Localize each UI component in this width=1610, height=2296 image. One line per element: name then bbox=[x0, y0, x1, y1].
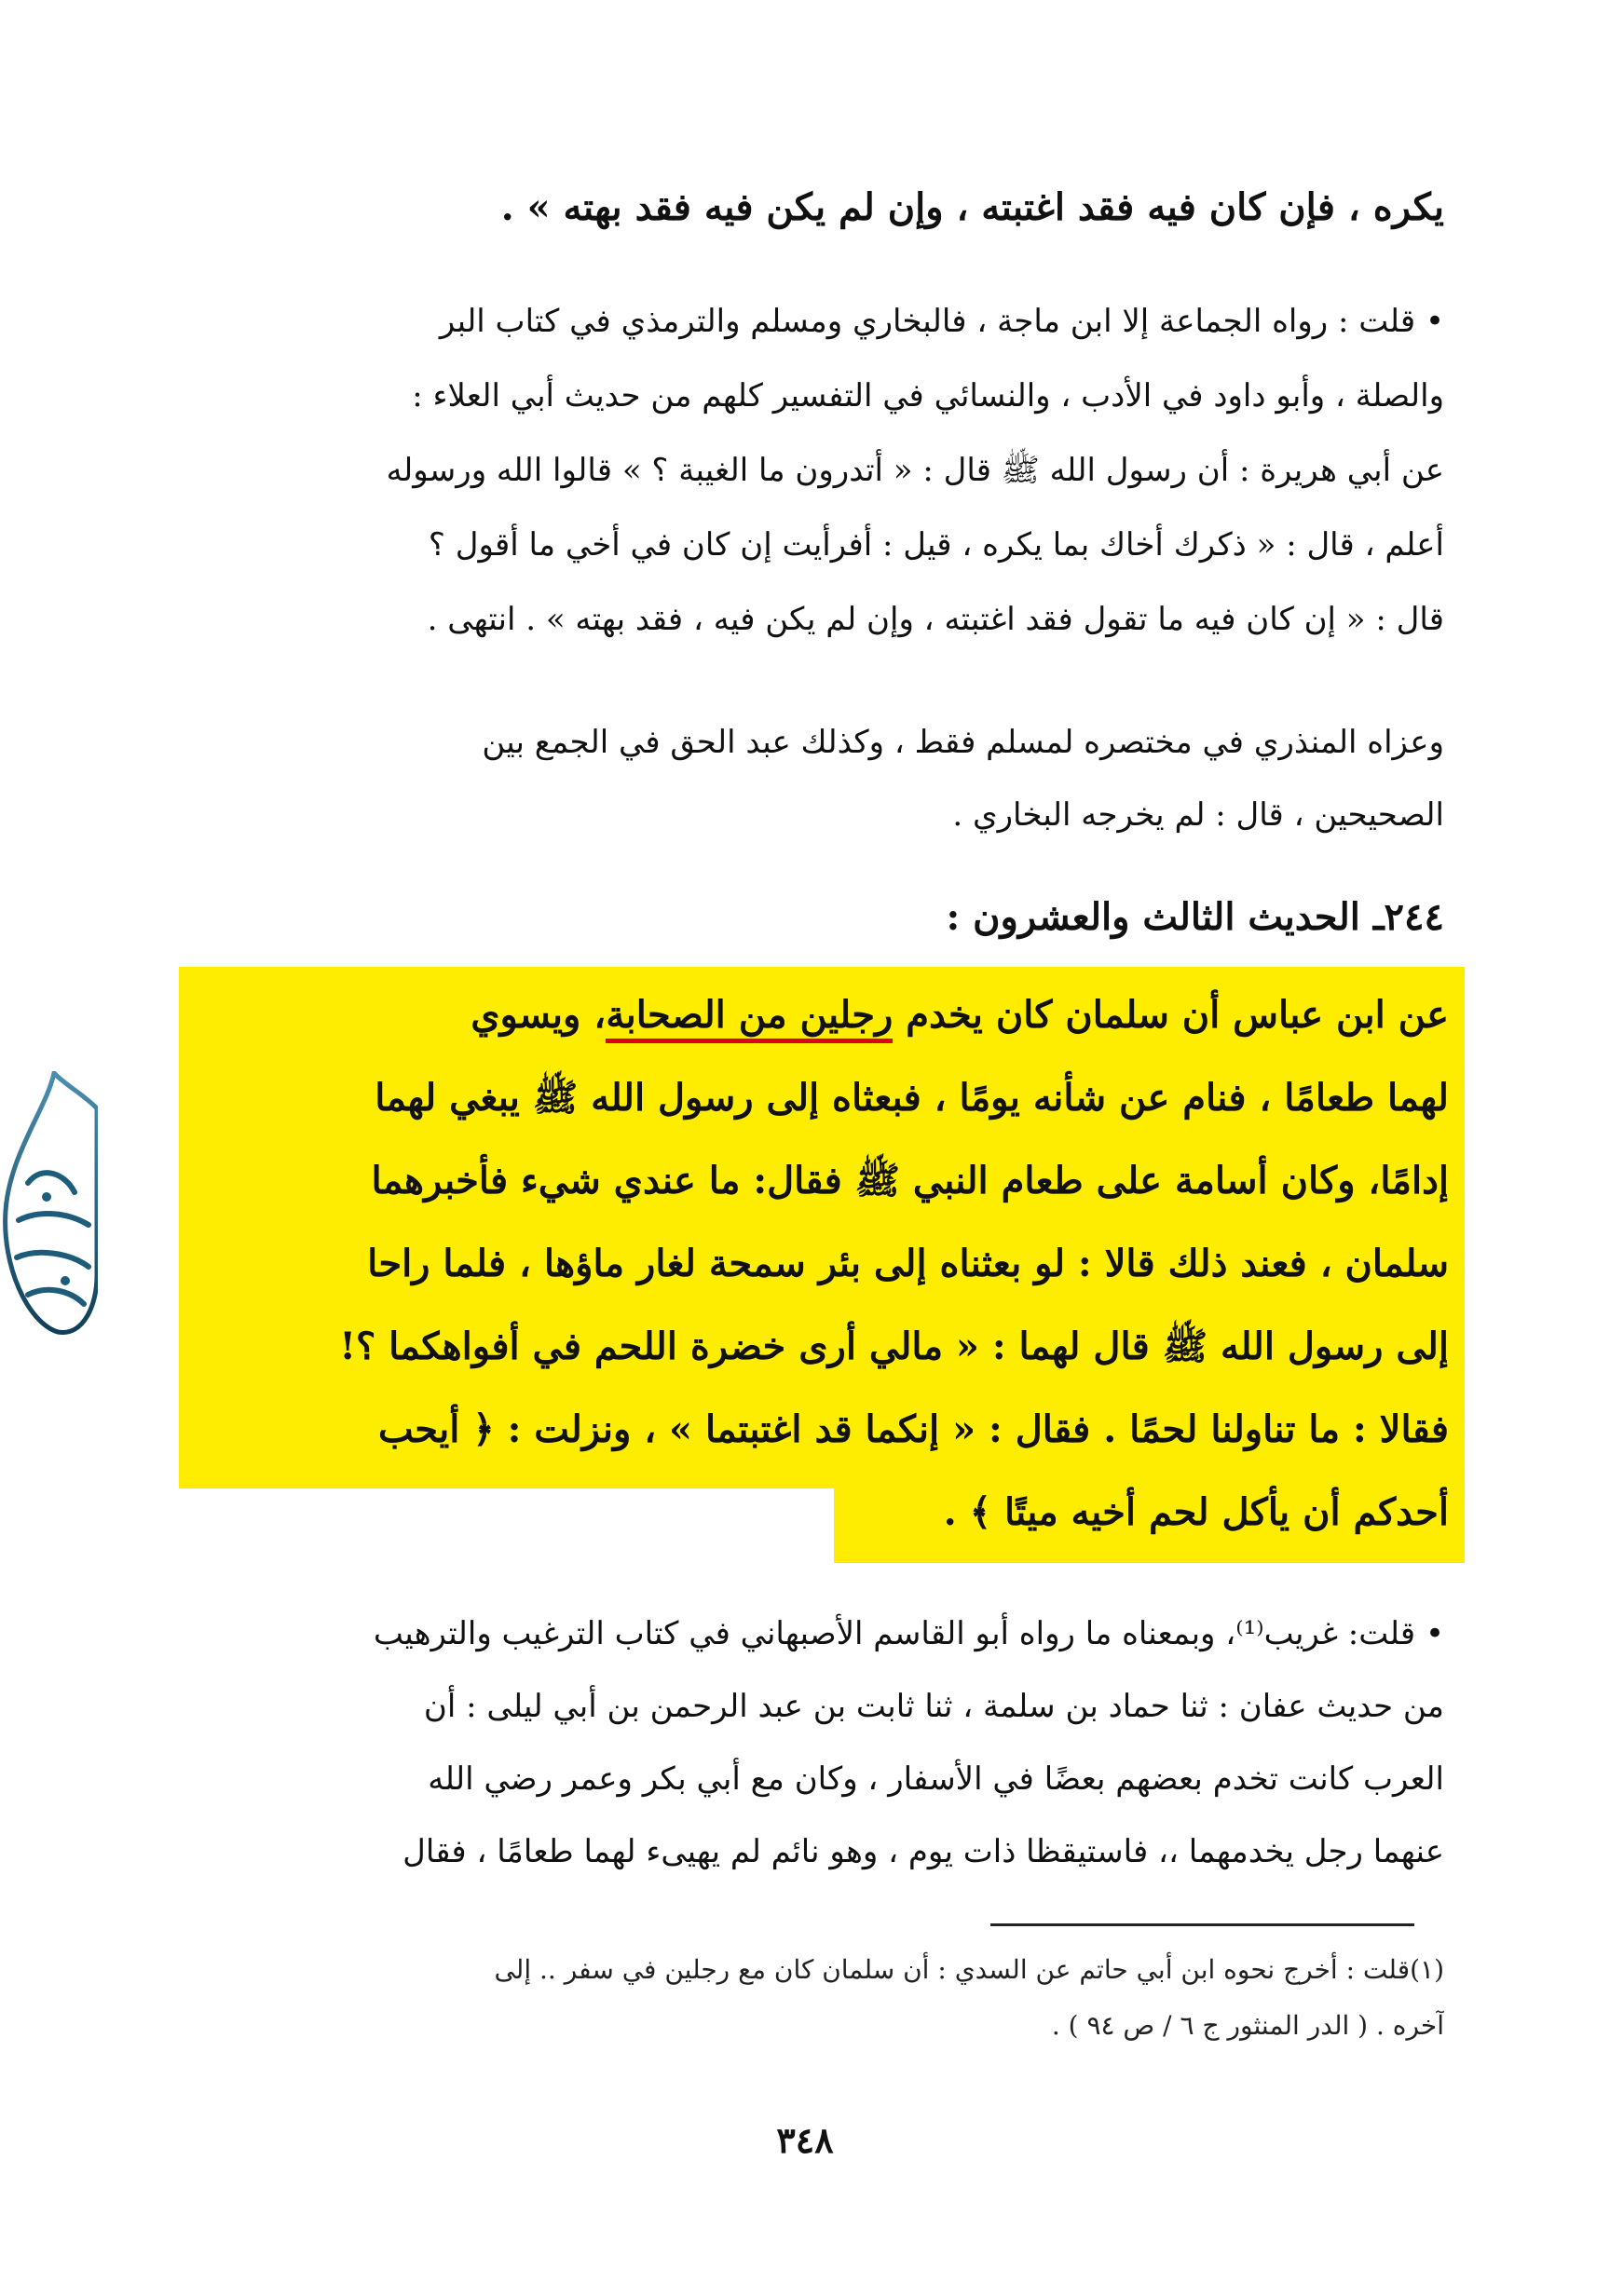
commentary-paragraph bbox=[196, 284, 1444, 657]
text-line: الصحيحين ، قال : لم يخرجه البخاري . bbox=[952, 796, 1444, 834]
footnote-line: (١)قلت : أخرج نحوه ابن أبي حاتم عن السدي : أن سلمان كان مع رجلين في سفر .. إلى bbox=[494, 1954, 1444, 1985]
attribution-paragraph bbox=[196, 706, 1444, 851]
heading-text: ٢٤٤ـ الحديث الثالث والعشرون : bbox=[946, 895, 1444, 939]
highlighted-hadith bbox=[200, 973, 1449, 1554]
hadith-text: ، ويسوي bbox=[471, 993, 607, 1037]
text-line: وعزاه المنذري في مختصره لمسلم فقط ، وكذلك عبد الحق في الجمع بين bbox=[482, 724, 1444, 761]
text-line: قال : « إن كان فيه ما تقول فقد اغتبته ، وإن لم يكن فيه ، فقد بهته » . انتهى . bbox=[427, 601, 1444, 638]
text-line: عن أبي هريرة : أن رسول الله ﷺ قال : « أتدرون ما الغيبة ؟ » قالوا الله ورسوله bbox=[386, 452, 1444, 489]
footnote bbox=[196, 1942, 1444, 2054]
text-line: العرب كانت تخدم بعضهم بعضًا في الأسفار ، وكان مع أبي بكر وعمر رضي الله bbox=[428, 1760, 1444, 1798]
text-line: يكره ، فإن كان فيه فقد اغتبته ، وإن لم يكن فيه فقد بهته » . bbox=[500, 185, 1444, 229]
hadith-line: سلمان ، فعند ذلك قالا : لو بعثناه إلى بئر سمحة لغار ماؤها ، فلما راحا bbox=[367, 1242, 1449, 1285]
footnote-line: آخره . ( الدر المنثور ج ٦ / ص ٩٤ ) . bbox=[1051, 2010, 1444, 2041]
hadith-line bbox=[200, 973, 1449, 1056]
text-line: • قلت : رواه الجماعة إلا ابن ماجة ، فالبخاري ومسلم والترمذي في كتاب البر bbox=[439, 303, 1444, 340]
hadith-heading bbox=[196, 885, 1444, 950]
text-line: والصلة ، وأبو داود في الأدب ، والنسائي في التفسير كلهم من حديث أبي العلاء : bbox=[412, 377, 1444, 414]
text-line: أعلم ، قال : « ذكرك أخاك بما يكره ، قيل : أفرأيت إن كان في أخي ما أقول ؟ bbox=[428, 526, 1444, 564]
text-line: • قلت: غريب⁽¹⁾، وبمعناه ما رواه أبو القاسم الأصبهاني في كتاب الترغيب والترهيب bbox=[373, 1615, 1444, 1652]
text-line: عنهما رجل يخدمهما ،، فاستيقظا ذات يوم ، وهو نائم لم يهيىء لهما طعامًا ، فقال bbox=[402, 1833, 1444, 1870]
hadith-text: عن ابن عباس أن سلمان كان يخدم bbox=[893, 993, 1449, 1037]
continuation-line bbox=[196, 175, 1444, 240]
underlined-phrase: رجلين من الصحابة bbox=[606, 993, 893, 1043]
hadith-line: فقالا : ما تناولنا لحمًا . فقال : « إنكما قد اغتبتما » ، ونزلت : ﴿ أيحب bbox=[377, 1407, 1449, 1451]
hadith-line: أحدكم أن يأكل لحم أخيه ميتًا ﴾ . bbox=[943, 1490, 1449, 1534]
commentary-paragraph-2 bbox=[196, 1597, 1444, 1888]
hadith-line: إدامًا، وكان أسامة على طعام النبي ﷺ فقال: ما عندي شيء فأخبرهما bbox=[371, 1159, 1449, 1202]
calligraphy-logo-icon bbox=[0, 1071, 98, 1337]
text-line: من حديث عفان : ثنا حماد بن سلمة ، ثنا ثابت بن عبد الرحمن بن أبي ليلى : أن bbox=[423, 1688, 1444, 1725]
footnote-divider bbox=[990, 1923, 1414, 1926]
hadith-line: لهما طعامًا ، فنام عن شأنه يومًا ، فبعثاه إلى رسول الله ﷺ يبغي لهما bbox=[375, 1076, 1449, 1120]
page-number: ٣٤٨ bbox=[776, 2119, 834, 2161]
hadith-line: إلى رسول الله ﷺ قال لهما : « مالي أرى خضرة اللحم في أفواهكما ؟! bbox=[339, 1325, 1449, 1368]
